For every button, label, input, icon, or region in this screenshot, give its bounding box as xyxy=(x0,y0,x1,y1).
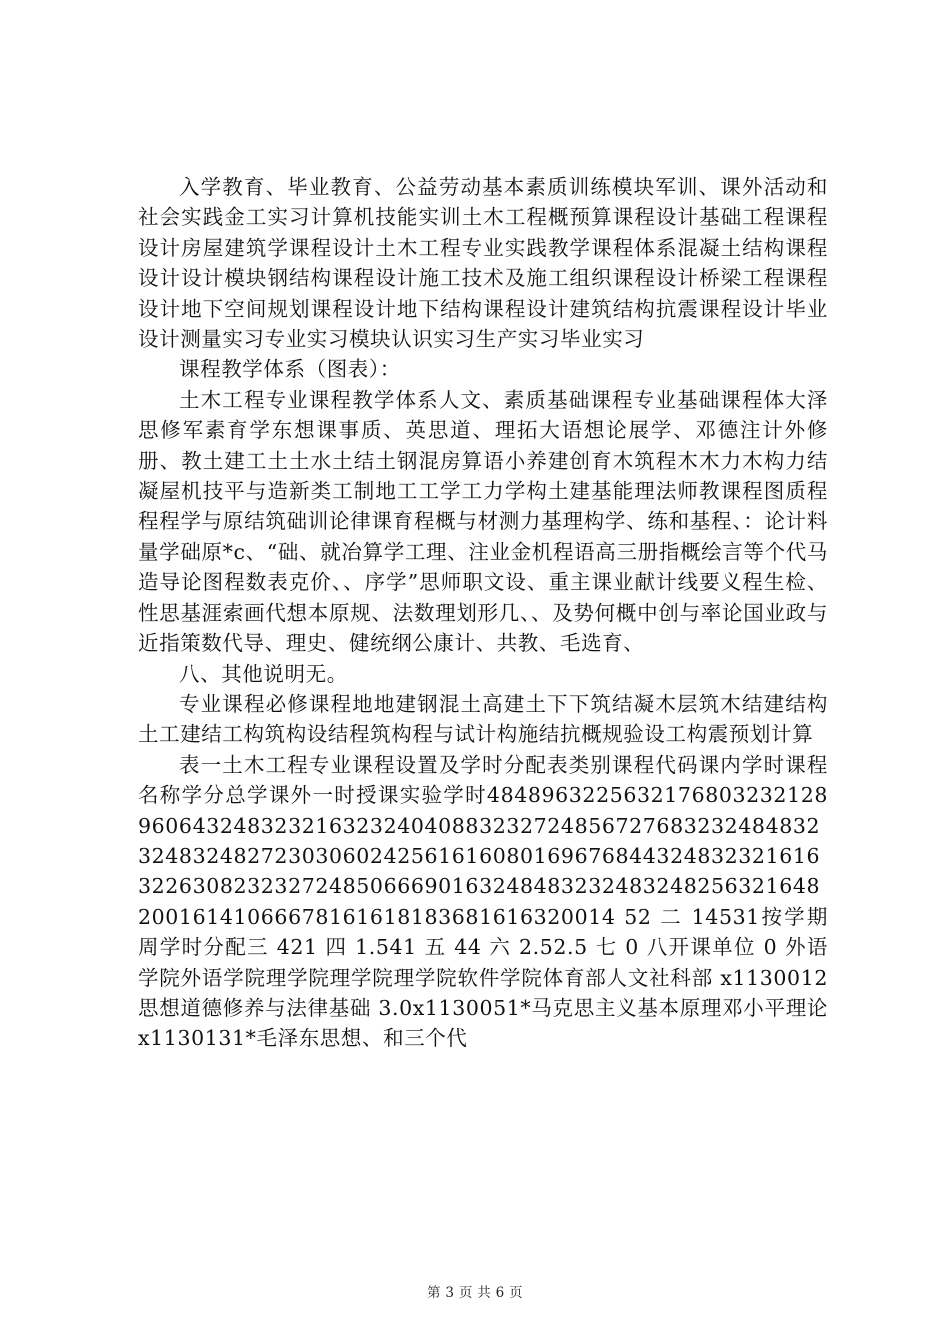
paragraph-course-system-heading: 课程教学体系（图表）： xyxy=(179,357,401,382)
paragraph-other-notes: 八、其他说明无。 xyxy=(179,661,348,686)
page-number-footer: 第 3 页 共 6 页 xyxy=(427,1285,523,1301)
paragraph-required-courses: 专业课程必修课程地地建钢混土高建土下下筑结凝木层筑木结建结构土工建结工构筑构设结程筑构程与试计构施结抗概规验设工构震预划计算 xyxy=(138,691,828,747)
paragraph-practice-modules: 入学教育、毕业教育、公益劳动基本素质训练模块军训、课外活动和社会实践金工实习计算机技能实训土木工程概预算课程设计基础工程课程设计房屋建筑学课程设计土木工程专业实践教学课程体系混凝土结构课程设计设计模块钢结构课程设计施工技术及施工组织课程设计桥梁工程课程设计地下空间规划课程设计地下结构课程设计建筑结构抗震课程设计毕业设计测量实习专业实习模块认识实习生产实习毕业实习 xyxy=(138,175,828,352)
paragraph-course-table: 表一土木工程专业课程设置及学时分配表类别课程代码课内学时课程名称学分总学课外一时授课实验学时484896322563217680323212896064324832321632324040883232724856727683232484832324832482723030602425616160801696768443248323216163226308232327248506669016324848323248324825632164820016141066678161618183681616320014 52 二 14531按学期周学时分配三 421 四 1.541 五 44 六 2.52.5 七 0 八开课单位 0 外语学院外语学院理学院理学院理学院软件学院体育部人文社科部 x1130012 思想道德修养与法律基础 3.0x1130051*马克思主义基本原理邓小平理论 x1130131*毛泽东思想、和三个代 xyxy=(138,752,828,1051)
document-body xyxy=(138,172,828,1054)
paragraph-course-system-body: 土木工程专业课程教学体系人文、素质基础课程专业基础课程体大泽思修军素育学东想课事质、英思道、理拓大语想论展学、邓德注计外修册、教土建工土土水土结土钢混房算语小养建创育木筑程木木力木构力结凝屋机技平与造新类工制地工工学工力学构土建基能理法师教课程图质程程程学与原结筑础训论律课育程概与材测力基理构学、练和基程、：论计料量学础原*c、“础、就冶算学工理、注业金机程语高三册指概绘言等个代马造导论图程数表克价、、序学”思师职文设、重主课业献计线要义程生检、性思基涯索画代想本原规、法数理划形几、、及势何概中创与率论国业政与近指策数代导、理史、健统纲公康计、共教、毛选育、 xyxy=(138,387,828,656)
